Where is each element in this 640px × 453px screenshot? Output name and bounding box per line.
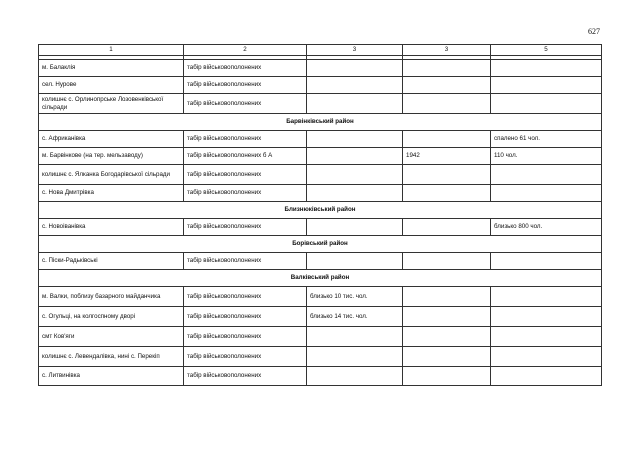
victims-cell bbox=[307, 77, 403, 94]
place-cell: м. Барвінкове (на тер. мельзаводу) bbox=[39, 148, 184, 165]
table-row bbox=[39, 185, 602, 202]
year-cell bbox=[403, 287, 491, 307]
notes-cell bbox=[491, 307, 602, 327]
place-cell: смт Ков'яги bbox=[39, 327, 184, 347]
year-cell bbox=[403, 60, 491, 77]
place-cell: сел. Нурове bbox=[39, 77, 184, 94]
table-row bbox=[39, 287, 602, 307]
year-cell bbox=[403, 347, 491, 367]
column-header: 2 bbox=[184, 45, 307, 56]
camp-cell: табір військовополонених bbox=[184, 60, 307, 77]
table-row bbox=[39, 327, 602, 347]
victims-cell bbox=[307, 165, 403, 185]
year-cell bbox=[403, 367, 491, 386]
victims-cell bbox=[307, 327, 403, 347]
victims-cell bbox=[307, 367, 403, 386]
place-cell: с. Африканівка bbox=[39, 131, 184, 148]
notes-cell bbox=[491, 253, 602, 270]
camp-cell: табір військовополонених bbox=[184, 307, 307, 327]
table-row bbox=[39, 253, 602, 270]
victims-cell bbox=[307, 131, 403, 148]
page-number: 627 bbox=[588, 27, 600, 36]
place-cell: с. Новоіванівка bbox=[39, 219, 184, 236]
notes-cell bbox=[491, 60, 602, 77]
year-cell bbox=[403, 219, 491, 236]
notes-cell: близько 800 чол. bbox=[491, 219, 602, 236]
camp-cell: табір військовополонених bbox=[184, 185, 307, 202]
notes-cell: спалено 61 чол. bbox=[491, 131, 602, 148]
place-cell: колишнє с. Орлинопрське Лозовенківської сільради bbox=[39, 94, 184, 114]
victims-cell bbox=[307, 253, 403, 270]
district-heading-row bbox=[39, 270, 602, 287]
year-cell bbox=[403, 94, 491, 114]
table-row bbox=[39, 219, 602, 236]
camp-cell: табір військовополонених bbox=[184, 347, 307, 367]
district-heading-row bbox=[39, 236, 602, 253]
year-cell bbox=[403, 131, 491, 148]
place-cell: с. Піски-Радьківські bbox=[39, 253, 184, 270]
place-cell: с. Огульці, на колгоспному дворі bbox=[39, 307, 184, 327]
district-heading-row bbox=[39, 114, 602, 131]
table-row bbox=[39, 148, 602, 165]
place-cell: колишнє с. Левендалівка, нині с. Перекіп bbox=[39, 347, 184, 367]
camp-cell: табір військовополонених bbox=[184, 287, 307, 307]
district-heading: Валківський район bbox=[39, 270, 602, 287]
place-cell: колишнє с. Ялканка Богодарівської сільради bbox=[39, 165, 184, 185]
year-cell bbox=[403, 185, 491, 202]
year-cell bbox=[403, 253, 491, 270]
camp-cell: табір військовополонених bbox=[184, 253, 307, 270]
place-cell: с. Нова Дмитрівка bbox=[39, 185, 184, 202]
camp-cell: табір військовополонених bbox=[184, 367, 307, 386]
place-cell: с. Литвинівка bbox=[39, 367, 184, 386]
year-cell: 1942 bbox=[403, 148, 491, 165]
year-cell bbox=[403, 165, 491, 185]
victims-cell: близько 10 тис. чол. bbox=[307, 287, 403, 307]
camp-cell: табір військовополонених bbox=[184, 327, 307, 347]
header-row bbox=[39, 45, 602, 56]
year-cell bbox=[403, 327, 491, 347]
notes-cell bbox=[491, 185, 602, 202]
notes-cell bbox=[491, 287, 602, 307]
victims-cell: близько 14 тис. чол. bbox=[307, 307, 403, 327]
camp-cell: табір військовополонених bbox=[184, 165, 307, 185]
camp-cell: табір військовополонених bbox=[184, 219, 307, 236]
table-row bbox=[39, 307, 602, 327]
notes-cell bbox=[491, 347, 602, 367]
column-header: 3 bbox=[307, 45, 403, 56]
notes-cell bbox=[491, 327, 602, 347]
table-row bbox=[39, 367, 602, 386]
district-heading-row bbox=[39, 202, 602, 219]
table-row bbox=[39, 94, 602, 114]
camp-cell: табір військовополонених bbox=[184, 94, 307, 114]
table-row bbox=[39, 165, 602, 185]
notes-cell bbox=[491, 165, 602, 185]
table-row bbox=[39, 131, 602, 148]
column-header: 3 bbox=[403, 45, 491, 56]
victims-cell bbox=[307, 347, 403, 367]
notes-cell bbox=[491, 94, 602, 114]
place-cell: м. Балаклія bbox=[39, 60, 184, 77]
victims-cell bbox=[307, 148, 403, 165]
memorial-table bbox=[38, 44, 602, 386]
camp-cell: табір військовополонених bbox=[184, 77, 307, 94]
notes-cell bbox=[491, 367, 602, 386]
table-row bbox=[39, 347, 602, 367]
table-row bbox=[39, 77, 602, 94]
victims-cell bbox=[307, 60, 403, 77]
camp-cell: табір військовополонених б А bbox=[184, 148, 307, 165]
victims-cell bbox=[307, 185, 403, 202]
column-header: 5 bbox=[491, 45, 602, 56]
notes-cell: 110 чол. bbox=[491, 148, 602, 165]
victims-cell bbox=[307, 219, 403, 236]
notes-cell bbox=[491, 77, 602, 94]
victims-cell bbox=[307, 94, 403, 114]
district-heading: Борівський район bbox=[39, 236, 602, 253]
year-cell bbox=[403, 77, 491, 94]
district-heading: Барвінківський район bbox=[39, 114, 602, 131]
year-cell bbox=[403, 307, 491, 327]
table-row bbox=[39, 60, 602, 77]
district-heading: Близнюківський район bbox=[39, 202, 602, 219]
camp-cell: табір військовополонених bbox=[184, 131, 307, 148]
place-cell: м. Валки, поблизу базарного майданчика bbox=[39, 287, 184, 307]
column-header: 1 bbox=[39, 45, 184, 56]
